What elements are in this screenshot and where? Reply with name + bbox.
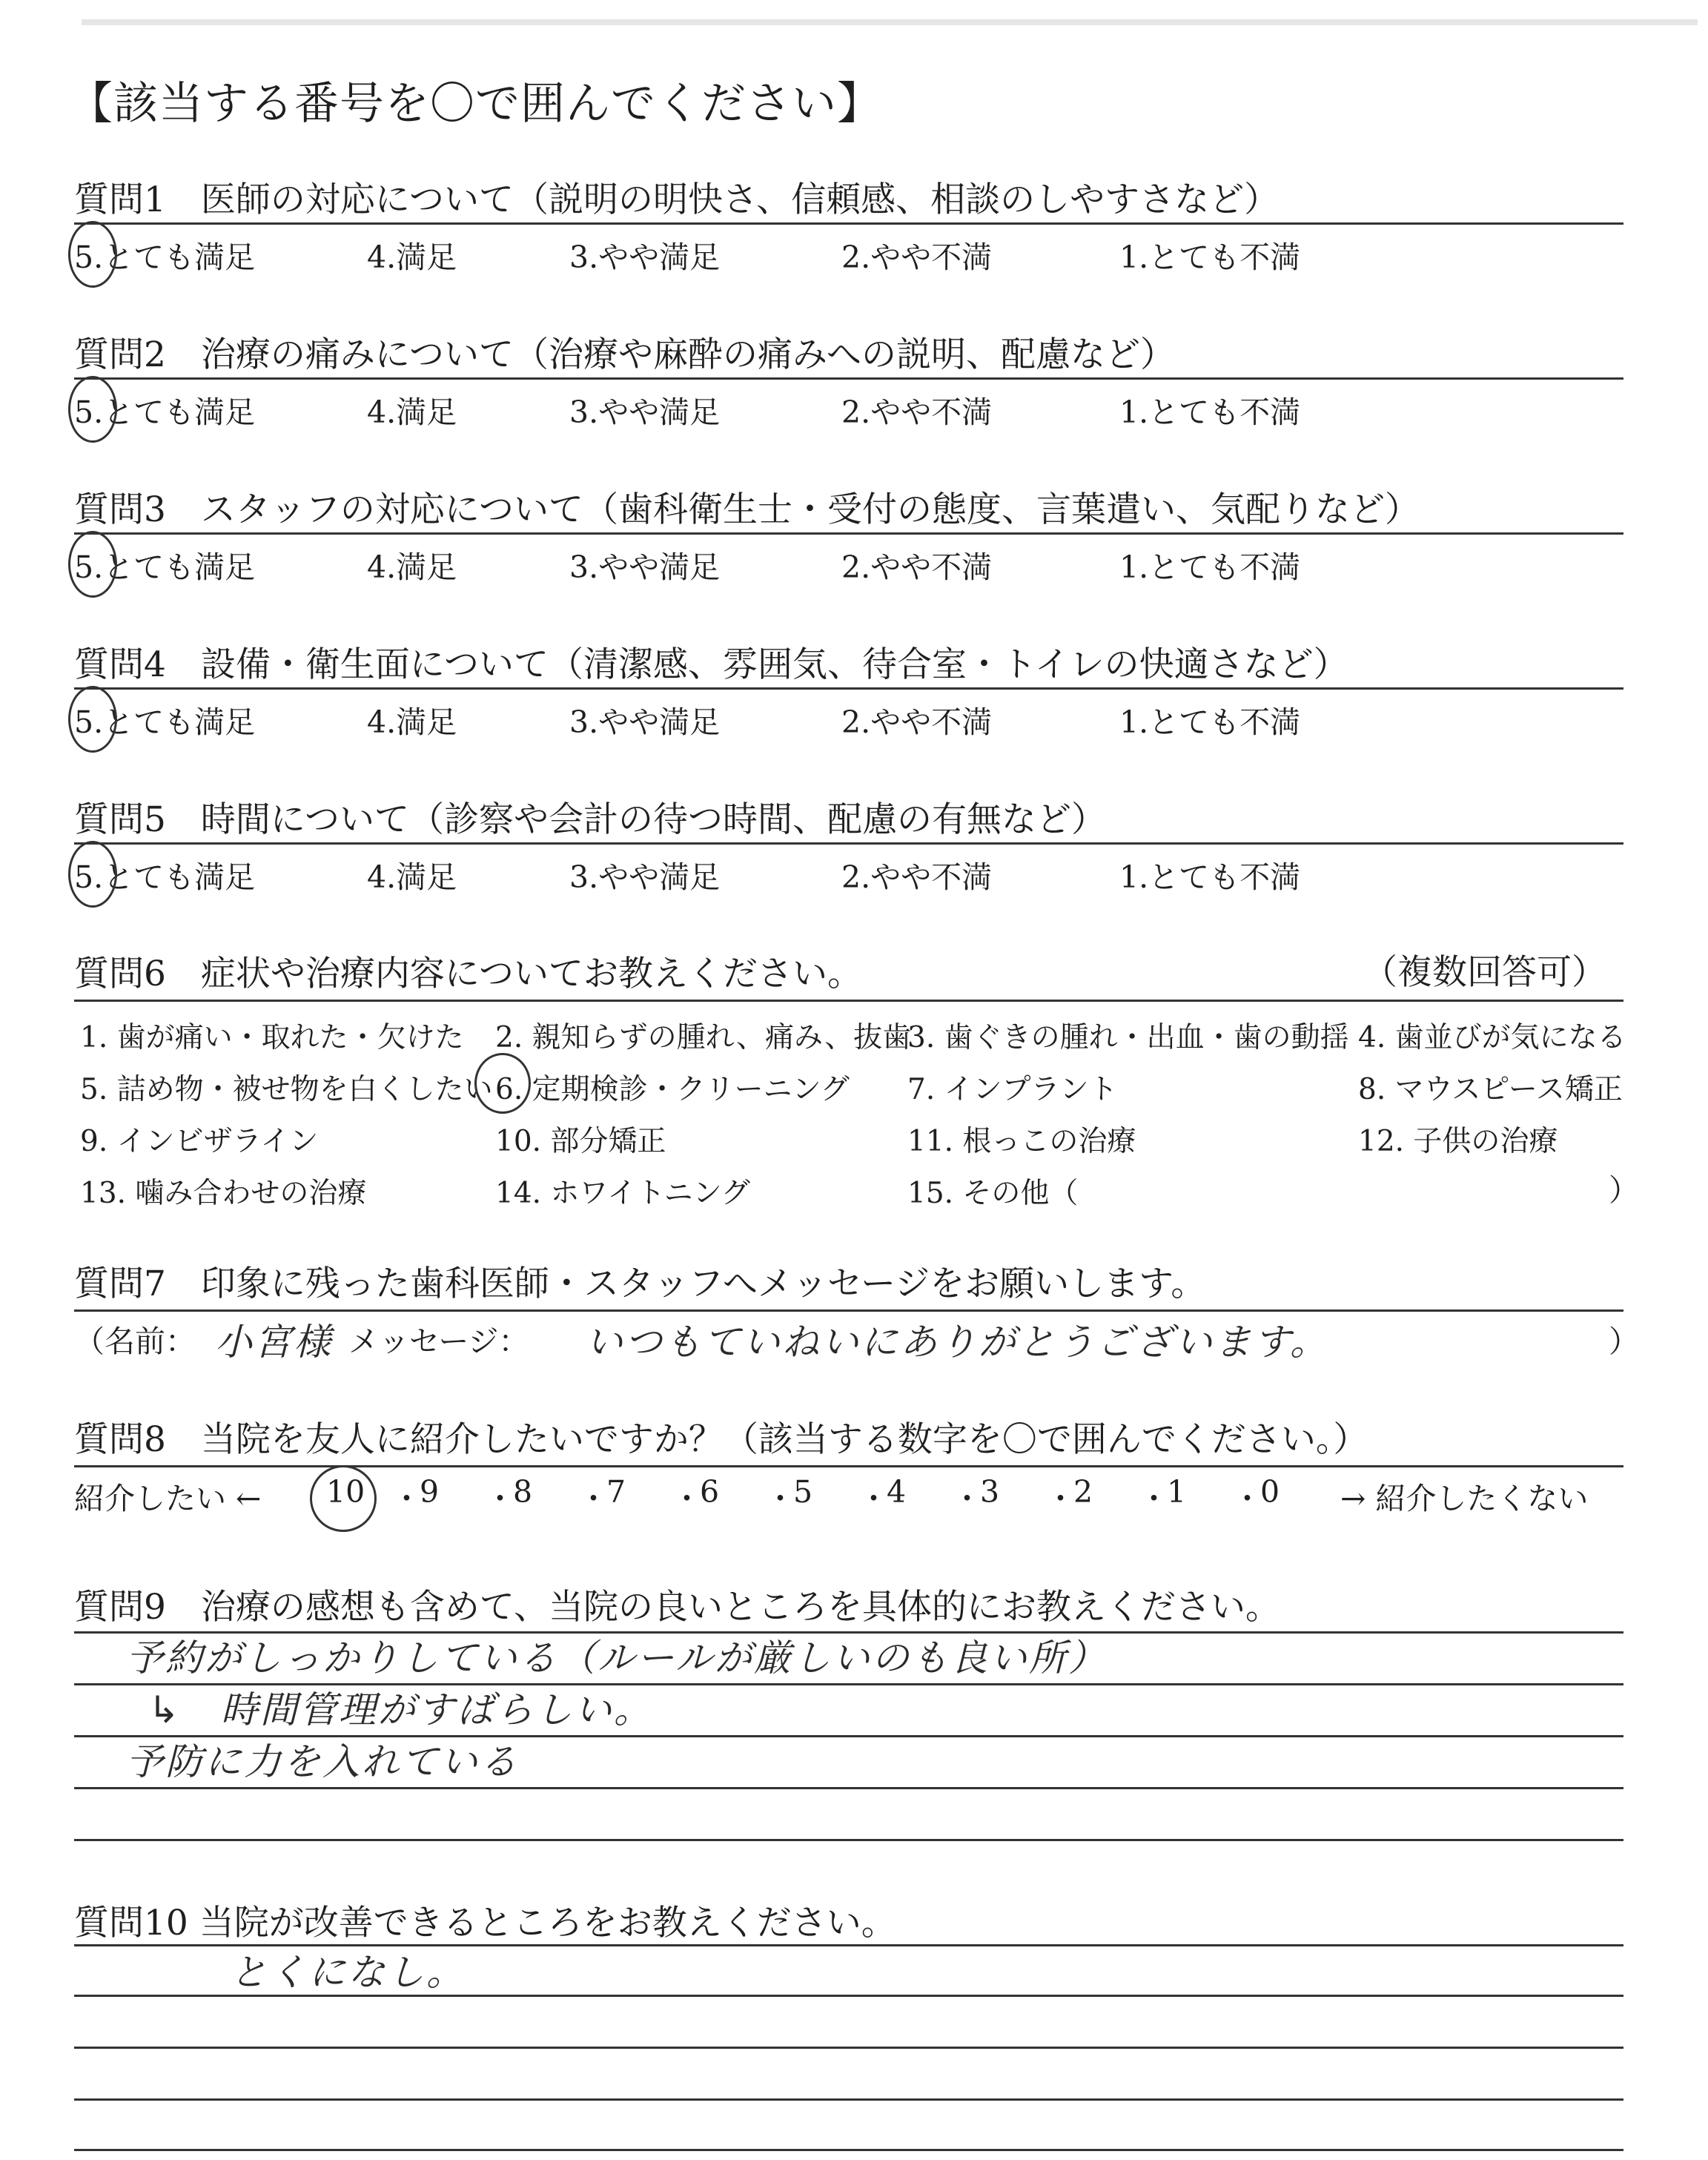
q1-option-2: 4.満足 — [367, 240, 457, 275]
q1-rule — [74, 222, 1623, 225]
q1-selection-circle — [68, 221, 117, 288]
q10-answer: とくになし。 — [230, 1951, 466, 1994]
q8-scale-7: 7 — [606, 1474, 626, 1510]
q6-option-5: 5. 詰め物・被せ物を白くしたい — [80, 1073, 493, 1106]
q10-rule-4 — [74, 2098, 1623, 2101]
q6-option-3: 3. 歯ぐきの腫れ・出血・歯の動揺 — [907, 1021, 1349, 1054]
q5-title: 質問5 時間について（診察や会計の待つ時間、配慮の有無など） — [74, 799, 1106, 840]
q6-option-12: 12. 子供の治療 — [1358, 1125, 1558, 1158]
q8-scale-dot: ・ — [672, 1481, 702, 1516]
q3-option-3: 3.やや満足 — [569, 549, 721, 585]
q3-option-4: 2.やや不満 — [841, 549, 993, 585]
q8-scale-1: 1 — [1167, 1474, 1187, 1510]
q6-option-15: 15. その他（ — [907, 1177, 1079, 1210]
q5-option-2: 4.満足 — [367, 859, 457, 895]
q10-rule-5 — [74, 2149, 1623, 2151]
q1-title: 質問1 医師の対応について（説明の明快さ、信頼感、相談のしやすさなど） — [74, 179, 1280, 220]
q8-scale-dot: ・ — [1139, 1481, 1169, 1516]
q8-scale-dot: ・ — [485, 1481, 515, 1516]
q6-rule — [74, 1000, 1623, 1002]
q1-option-5: 1.とても不満 — [1119, 240, 1301, 275]
q4-rule — [74, 687, 1623, 690]
q3-option-1: 5.とても満足 — [74, 549, 256, 585]
q7-name-value: 小宮様 — [215, 1321, 333, 1364]
q4-option-3: 3.やや満足 — [569, 704, 721, 740]
q4-selection-circle — [68, 686, 117, 753]
q6-option-9: 9. インビザライン — [80, 1125, 319, 1158]
q6-option-14: 14. ホワイトニング — [495, 1177, 750, 1210]
q8-scale-dot: ・ — [391, 1481, 422, 1516]
q8-scale-0: 0 — [1260, 1474, 1280, 1510]
q4-option-4: 2.やや不満 — [841, 704, 993, 740]
q10-rule-3 — [74, 2047, 1623, 2049]
q5-rule — [74, 842, 1623, 845]
q8-scale-dot: ・ — [858, 1481, 889, 1516]
q5-option-4: 2.やや不満 — [841, 859, 993, 895]
q8-scale-dot: ・ — [1045, 1481, 1076, 1516]
q6-option-6: 6. 定期検診・クリーニング — [495, 1073, 850, 1106]
q8-scale-10: 10 — [326, 1474, 365, 1510]
q8-rule — [74, 1465, 1623, 1467]
q8-scale-dot: ・ — [952, 1481, 982, 1516]
q5-selection-circle — [68, 841, 117, 908]
q4-option-1: 5.とても満足 — [74, 704, 256, 740]
q3-rule — [74, 532, 1623, 535]
q9-answer-line-3: 予防に力を入れている — [126, 1740, 519, 1783]
q8-scale-9: 9 — [420, 1474, 440, 1510]
q6-option-4: 4. 歯並びが気になる — [1358, 1021, 1626, 1054]
scan-top-edge — [82, 19, 1698, 25]
q6-option-7: 7. インプラント — [907, 1073, 1118, 1106]
q1-option-4: 2.やや不満 — [841, 240, 993, 275]
q2-option-1: 5.とても満足 — [74, 394, 256, 430]
q8-scale-3: 3 — [980, 1474, 1000, 1510]
q4-option-2: 4.満足 — [367, 704, 457, 740]
q6-option-1: 1. 歯が痛い・取れた・欠けた — [80, 1021, 464, 1054]
q7-message-label: メッセージ： — [348, 1324, 529, 1359]
q7-rule — [74, 1309, 1623, 1312]
q9-answer-line-1: 予約がしっかりしている（ルールが厳しいのも良い所） — [126, 1636, 1108, 1680]
q8-scale-6: 6 — [700, 1474, 720, 1510]
q6-selection-circle — [474, 1053, 531, 1114]
q9-rule-4 — [74, 1787, 1623, 1789]
q4-option-5: 1.とても不満 — [1119, 704, 1301, 740]
q4-title: 質問4 設備・衛生面について（清潔感、雰囲気、待合室・トイレの快適さなど） — [74, 644, 1348, 685]
q10-title: 質問10 当院が改善できるところをお教えください。 — [74, 1903, 896, 1943]
q2-title: 質問2 治療の痛みについて（治療や麻酔の痛みへの説明、配慮など） — [74, 334, 1176, 375]
q6-option-10: 10. 部分矯正 — [495, 1125, 666, 1158]
q8-scale-dot: ・ — [765, 1481, 795, 1516]
q6-close-paren: ） — [1609, 1172, 1639, 1208]
q8-scale-8: 8 — [513, 1474, 533, 1510]
q9-answer-line-2: ↳ 時間管理がすばらしい。 — [148, 1688, 653, 1731]
q5-option-5: 1.とても不満 — [1119, 859, 1301, 895]
q3-selection-circle — [68, 531, 117, 598]
q6-multiple-answer-note: （複数回答可） — [1363, 952, 1606, 993]
q8-scale-4: 4 — [887, 1474, 907, 1510]
q6-option-8: 8. マウスピース矯正 — [1358, 1073, 1623, 1106]
instruction-header: 【該当する番号を〇で囲んでください】 — [68, 78, 882, 130]
q8-scale-dot: ・ — [1232, 1481, 1262, 1516]
q2-option-4: 2.やや不満 — [841, 394, 993, 430]
q2-selection-circle — [68, 376, 117, 443]
q2-rule — [74, 377, 1623, 380]
q8-left-label: 紹介したい ← — [74, 1481, 262, 1516]
q7-name-label: （名前： — [74, 1324, 196, 1359]
q9-rule-5 — [74, 1839, 1623, 1841]
q7-close-paren: ） — [1609, 1324, 1639, 1359]
q1-option-3: 3.やや満足 — [569, 240, 721, 275]
q8-title: 質問8 当院を友人に紹介したいですか？（該当する数字を〇で囲んでください。） — [74, 1419, 1368, 1460]
q1-option-1: 5.とても満足 — [74, 240, 256, 275]
q6-option-2: 2. 親知らずの腫れ、痛み、抜歯 — [495, 1021, 912, 1054]
q6-option-11: 11. 根っこの治療 — [907, 1125, 1136, 1158]
q8-scale-2: 2 — [1073, 1474, 1093, 1510]
q7-message-value: いつもていねいにありがとうございます。 — [586, 1321, 1329, 1364]
q3-title: 質問3 スタッフの対応について（歯科衛生士・受付の態度、言葉遣い、気配りなど） — [74, 489, 1420, 530]
q3-option-2: 4.満足 — [367, 549, 457, 585]
q8-scale-5: 5 — [793, 1474, 813, 1510]
q6-title: 質問6 症状や治療内容についてお教えください。 — [74, 954, 862, 994]
q9-title: 質問9 治療の感想も含めて、当院の良いところを具体的にお教えください。 — [74, 1587, 1280, 1628]
q8-scale-dot: ・ — [578, 1481, 609, 1516]
q2-option-5: 1.とても不満 — [1119, 394, 1301, 430]
q6-option-13: 13. 噛み合わせの治療 — [80, 1177, 367, 1210]
q5-option-1: 5.とても満足 — [74, 859, 256, 895]
q2-option-3: 3.やや満足 — [569, 394, 721, 430]
q5-option-3: 3.やや満足 — [569, 859, 721, 895]
q7-title: 質問7 印象に残った歯科医師・スタッフへメッセージをお願いします。 — [74, 1264, 1206, 1304]
q2-option-2: 4.満足 — [367, 394, 457, 430]
q8-selection-circle — [310, 1465, 377, 1532]
q3-option-5: 1.とても不満 — [1119, 549, 1301, 585]
q8-right-label: → 紹介したくない — [1340, 1481, 1589, 1516]
